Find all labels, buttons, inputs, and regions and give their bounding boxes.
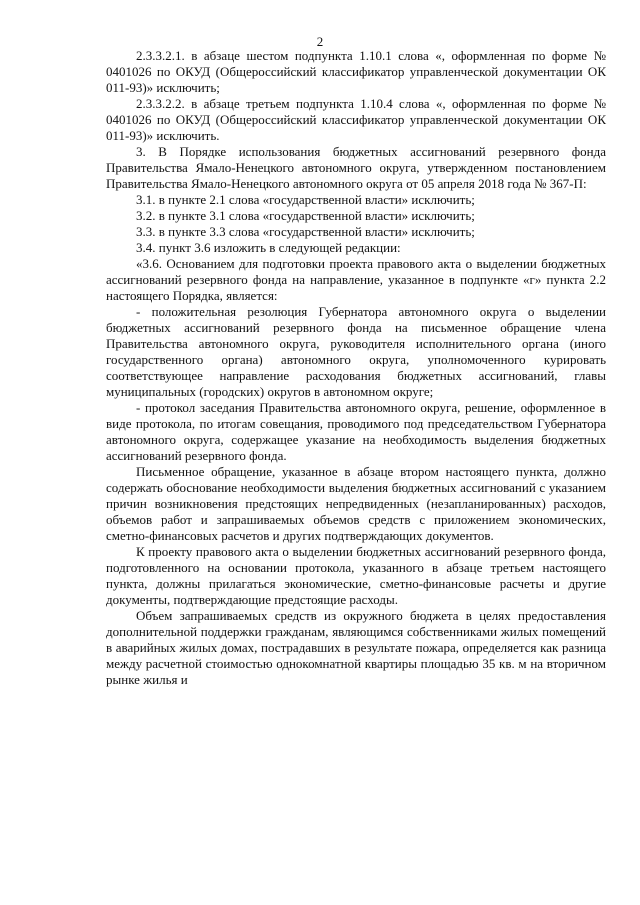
paragraph-3-2: 3.2. в пункте 3.1 слова «государственной власти» исключить; bbox=[136, 208, 475, 223]
paragraph-2-3-3-2-1: 2.3.3.2.1. в абзаце шестом подпункта 1.10.1 слова «, оформленная по форме № 0401026 по ОКУД (Общероссийский классификатор управленческой документации ОК 011-93)» исключить; bbox=[106, 48, 606, 95]
paragraph-3-1: 3.1. в пункте 2.1 слова «государственной власти» исключить; bbox=[136, 192, 475, 207]
paragraph-requested-funds: Объем запрашиваемых средств из окружного бюджета в целях предоставления дополнительной поддержки гражданам, являющимся собственниками жилых помещений в аварийных жилых домах, пострадавших в результате пожара, определяется как разница между расчетной стоимостью однокомнатной квартиры площадью 35 кв. м на вторичном рынке жилья и bbox=[106, 608, 606, 687]
paragraph-bullet-resolution: - положительная резолюция Губернатора автономного округа о выделении бюджетных ассигнований резервного фонда на письменное обращение члена Правительства автономного округа, руководителя исполнительного органа (иного государственного органа) автономного округа, уполномоченного курировать соответствующее направление расходования бюджетных ассигнований, главы муниципальных (городских) округов в автономном округе; bbox=[106, 304, 606, 399]
paragraph-bullet-protocol: - протокол заседания Правительства автономного округа, решение, оформленное в виде протокола, по итогам совещания, проводимого под председательством Губернатора автономного округа, содержащее указание на необходимость выделения бюджетных ассигнований резервного фонда. bbox=[106, 400, 606, 463]
paragraph-3-6-intro: «3.6. Основанием для подготовки проекта правового акта о выделении бюджетных ассигнований резервного фонда на направление, указанное в подпункте «г» пункта 2.2 настоящего Порядка, является: bbox=[106, 256, 606, 303]
page-number: 2 bbox=[316, 34, 324, 49]
document-body bbox=[106, 48, 606, 688]
paragraph-written-appeal: Письменное обращение, указанное в абзаце втором настоящего пункта, должно содержать обоснование необходимости выделения бюджетных ассигнований с указанием причин возникновения предстоящих непредвиденных (незапланированных) расходов, объемов работ и запрашиваемых объемов средств с приложением экономических, сметно-финансовых расчетов и других подтверждающих документов. bbox=[106, 464, 606, 543]
paragraph-2-3-3-2-2: 2.3.3.2.2. в абзаце третьем подпункта 1.10.4 слова «, оформленная по форме № 0401026 по ОКУД (Общероссийский классификатор управленческой документации ОК 011-93)» исключить. bbox=[106, 96, 606, 143]
paragraph-draft-act: К проекту правового акта о выделении бюджетных ассигнований резервного фонда, подготовленного на основании протокола, указанного в абзаце третьем настоящего пункта, должны прилагаться экономические, сметно-финансовые расчеты и другие документы, подтверждающие предстоящие расходы. bbox=[106, 544, 606, 607]
paragraph-3: 3. В Порядке использования бюджетных ассигнований резервного фонда Правительства Ямало-Ненецкого автономного округа, утвержденном постановлением Правительства Ямало-Ненецкого автономного округа от 05 апреля 2018 года № 367-П: bbox=[106, 144, 606, 191]
paragraph-3-3: 3.3. в пункте 3.3 слова «государственной власти» исключить; bbox=[136, 224, 475, 239]
paragraph-3-4: 3.4. пункт 3.6 изложить в следующей редакции: bbox=[136, 240, 401, 255]
